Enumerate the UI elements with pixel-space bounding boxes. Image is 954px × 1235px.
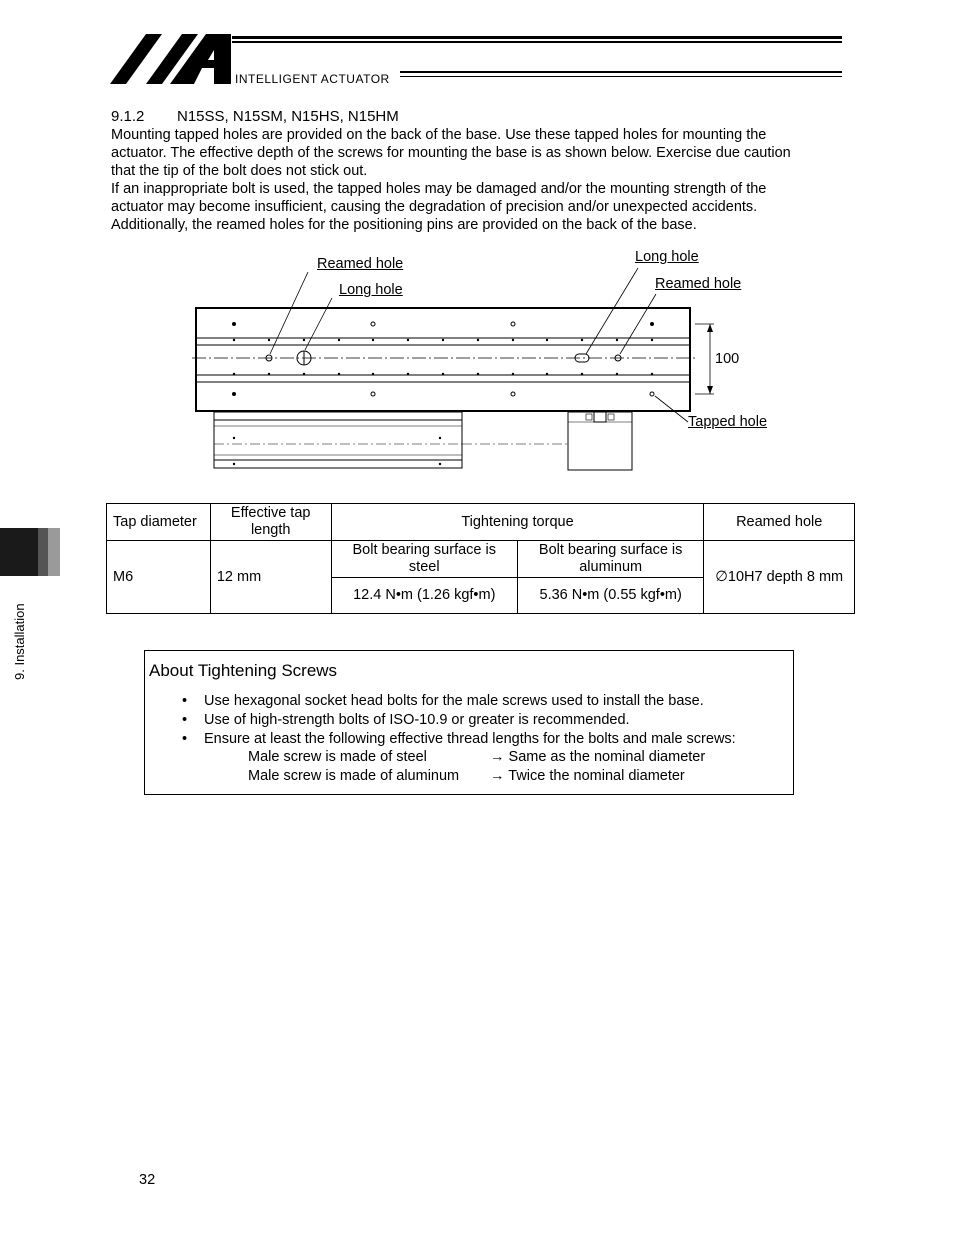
section-heading [111,108,399,125]
header-effective-length-line1: Effective tap [230,505,311,521]
table-header-row [107,504,855,541]
body-line-1: Mounting tapped holes are provided on the back of the base. Use these tapped holes for mounting the [111,127,767,143]
cell-tap-diameter: M6 [107,541,211,614]
subheader-steel-line2: steel [408,559,440,575]
thread-rule-aluminum [248,768,685,784]
thread-rule-steel [248,749,705,765]
header-rule-bottom [400,76,842,77]
body-line-2: actuator. The effective depth of the screws for mounting the base is as shown below. Exercise due caution [111,145,791,161]
dimension-label: 100 [715,351,740,367]
page-number: 32 [139,1172,156,1188]
header-effective-length [210,504,331,541]
table-row [107,541,855,578]
cell-torque-aluminum: 5.36 N•m (0.55 kgf•m) [517,578,703,614]
cell-torque-steel: 12.4 N•m (1.26 kgf•m) [331,578,517,614]
subheader-aluminum-line2: aluminum [579,559,643,575]
thread-rule-steel-rhs: → Same as the nominal diameter [490,749,706,765]
section-title: N15SS, N15SM, N15HS, N15HM [177,108,399,125]
header-rule-top [232,36,842,39]
chapter-tab [0,528,60,576]
header-effective-length-line2: length [250,522,291,538]
body-line-5: actuator may become insufficient, causing the degradation of precision and/or unexpected accidents. [111,199,758,215]
list-item: • Use hexagonal socket head bolts for the male screws used to install the base. [181,692,736,711]
cell-reamed-value: ∅10H7 depth 8 mm [704,541,855,614]
chapter-label: 9. Installation [12,603,27,680]
tap-spec-table [106,503,855,614]
subheader-aluminum [517,541,703,578]
body-line-6: Additionally, the reamed holes for the positioning pins are provided on the back of the base. [111,217,697,233]
note-list [181,692,736,749]
cell-effective-length: 12 mm [210,541,331,614]
iai-logo [110,32,235,86]
header-tightening-torque: Tightening torque [331,504,704,541]
subheader-steel [331,541,517,578]
thread-rule-aluminum-rhs: → Twice the nominal diameter [490,768,685,784]
header-rule-mid [232,41,842,43]
subheader-steel-line1: Bolt bearing surface is [352,542,496,558]
thread-rule-steel-lhs: Male screw is made of steel [248,749,427,765]
label-long-hole-left: Long hole [339,282,403,298]
label-reamed-hole-left: Reamed hole [317,256,404,272]
label-tapped-hole: Tapped hole [688,414,768,430]
body-line-3: that the tip of the bolt does not stick out. [111,163,368,179]
label-reamed-hole-right: Reamed hole [655,276,742,292]
subheader-aluminum-line1: Bolt bearing surface is [538,542,683,558]
list-item: • Ensure at least the following effective thread lengths for the bolts and male screws: [181,730,736,749]
list-item: • Use of high-strength bolts of ISO-10.9 or greater is recommended. [181,711,736,730]
tightening-note-box [144,650,794,795]
note-title: About Tightening Screws [149,661,338,680]
section-number: 9.1.2 [111,108,145,125]
body-line-4: If an inappropriate bolt is used, the tapped holes may be damaged and/or the mounting strength of the [111,181,767,197]
header-reamed-hole: Reamed hole [704,504,855,541]
label-long-hole-right: Long hole [635,249,699,265]
brand-text: INTELLIGENT ACTUATOR [235,72,390,86]
thread-rule-aluminum-lhs: Male screw is made of aluminum [248,768,460,784]
header-tap-diameter: Tap diameter [107,504,211,541]
header-rule-lower [400,71,842,73]
